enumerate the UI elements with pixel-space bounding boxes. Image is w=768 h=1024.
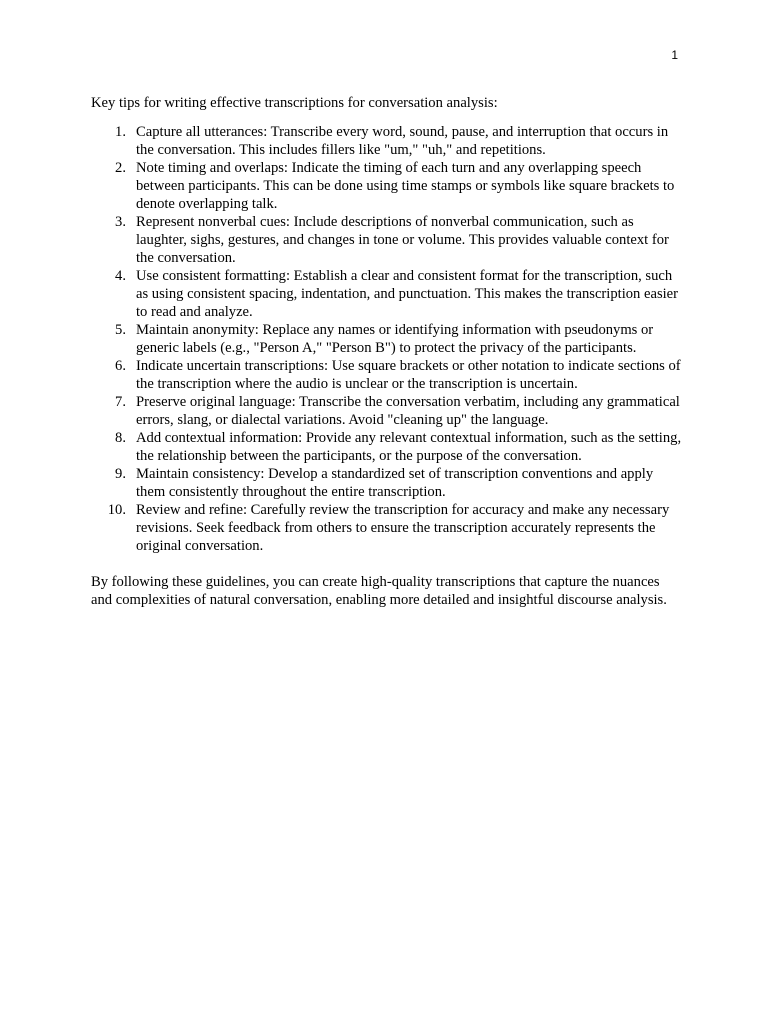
list-item-number: 4. (115, 268, 126, 284)
list-item-text: Preserve original language: Transcribe the conversation verbatim, including any grammatical errors, slang, or dialectal variations. Avoid "cleaning up" the language. (136, 394, 680, 428)
list-item-text: Note timing and overlaps: Indicate the timing of each turn and any overlapping speech between participants. This can be done using time stamps or symbols like square brackets to denote overlapping talk. (136, 160, 675, 212)
list-item (91, 321, 683, 357)
list-item-text: Maintain consistency: Develop a standardized set of transcription conventions and apply them consistently throughout the entire transcription. (136, 466, 654, 500)
list-item (91, 501, 683, 555)
document-body (91, 92, 683, 609)
list-item-number: 8. (115, 430, 126, 446)
list-item (91, 213, 683, 267)
list-item-number: 7. (115, 394, 126, 410)
list-item (91, 357, 683, 393)
list-item (91, 393, 683, 429)
list-item-text: Capture all utterances: Transcribe every word, sound, pause, and interruption that occurs in the conversation. This includes fillers like "um," "uh," and repetitions. (136, 124, 669, 158)
intro-paragraph: Key tips for writing effective transcriptions for conversation analysis: (91, 95, 498, 111)
list-item-number: 2. (115, 160, 126, 176)
list-item (91, 465, 683, 501)
list-item-text: Indicate uncertain transcriptions: Use square brackets or other notation to indicate sections of the transcription where the audio is unclear or the transcription is uncertain. (136, 358, 681, 392)
page-number: 1 (671, 48, 678, 62)
closing-paragraph: By following these guidelines, you can create high-quality transcriptions that capture the nuances and complexities of natural conversation, enabling more detailed and insightful discourse analysis. (91, 574, 667, 608)
list-item-number: 3. (115, 214, 126, 230)
list-item-number: 10. (107, 502, 126, 518)
list-item-text: Add contextual information: Provide any relevant contextual information, such as the setting, the relationship between the participants, or the purpose of the conversation. (136, 430, 682, 464)
list-item-text: Review and refine: Carefully review the transcription for accuracy and make any necessary revisions. Seek feedback from others to ensure the transcription accurately represents the original conversation. (136, 502, 670, 554)
list-item (91, 267, 683, 321)
list-item (91, 159, 683, 213)
list-item-text: Maintain anonymity: Replace any names or identifying information with pseudonyms or generic labels (e.g., "Person A," "Person B") to protect the privacy of the participants. (136, 322, 654, 356)
list-item (91, 123, 683, 159)
list-item-number: 9. (115, 466, 126, 482)
list-item-text: Use consistent formatting: Establish a clear and consistent format for the transcription, such as using consistent spacing, indentation, and punctuation. This makes the transcription easier to read and analyze. (136, 268, 679, 320)
list-item-number: 5. (115, 322, 126, 338)
list-item (91, 429, 683, 465)
tips-list (91, 123, 683, 555)
list-item-text: Represent nonverbal cues: Include descriptions of nonverbal communication, such as laughter, sighs, gestures, and changes in tone or volume. This provides valuable context for the conversation. (136, 214, 669, 266)
list-item-number: 6. (115, 358, 126, 374)
list-item-number: 1. (115, 124, 126, 140)
